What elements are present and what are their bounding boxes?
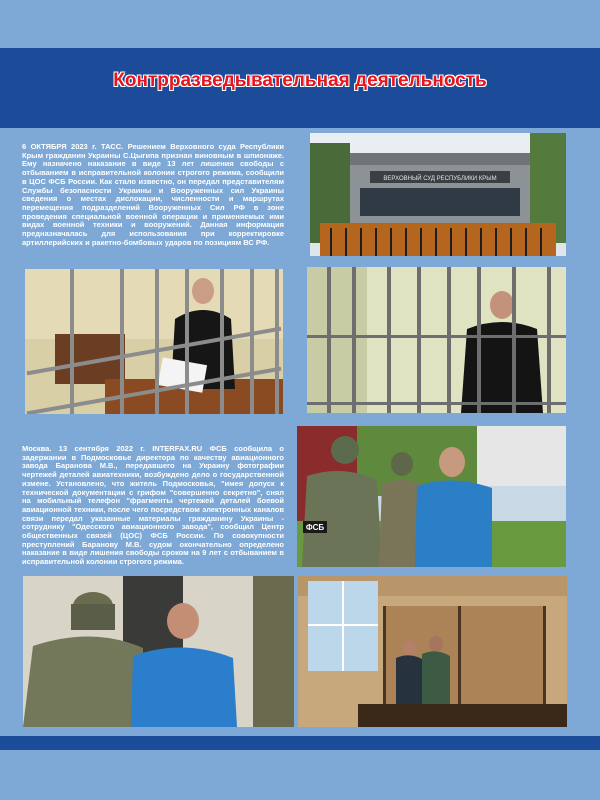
fsb-vest-label: ФСБ: [305, 523, 325, 532]
article-baranov: Москва. 13 сентября 2022 г. INTERFAX.RU ФСБ сообщила о задержании в Подмосковье директора по качеству авиационного завода Баранова М.В., передавшего на Украину фотографии чертежей деталей авиатехники, возбуждено дело о государственной измене. Установлено, что житель Подмосковья, "имея допуск к технической документации с грифом "совершенно секретно", снял на мобильный телефон "фрагменты чертежей деталей боевой авиационной техники, после чего посредством электронных каналов связи передал указанные материалы гражданину Украины - сотруднику "Одесского авиационного завода", сообщил Центр общественных связей (ЦОС) ФСБ России. По совокупности преступлений Баранову М.В. судом окончательно определено наказание в виде лишения свободы сроком на 9 лет с отбыванием в исправительной колонии строгого режима.: [22, 444, 284, 567]
fsb-detention-photo: [297, 426, 566, 567]
courtroom-interior-photo: [298, 576, 567, 727]
article-tsygipa: 6 ОКТЯБРЯ 2023 г. ТАСС. Решением Верховного суда Республики Крым гражданин Украины С.Цыгипа признан виновным в шпионаже. Ему назначено наказание в виде 13 лет лишения свободы с отбыванием в исправительной колонии строгого режима, сообщили в ЦОС ФСБ России. Как стало известно, он передал представителям Службы безопасности Украины и Вооруженных сил Украины сведения о местах дислокации, численности и маршрутах перемещения подразделений Вооруженных Сил РФ в зоне проведения специальной военной операции и применяемых ими видах военной техники и вооружений. Данная информация предназначалась для использования при корректировке артиллерийских и ракетно-бомбовых ударов по позициям ВС РФ.: [22, 142, 284, 247]
detainee-closeup-photo: [23, 576, 294, 727]
page-title: Контрразведывательная деятельность: [113, 70, 487, 91]
courtroom-cage-photo-1: [25, 269, 283, 414]
footer-band: [0, 736, 600, 750]
court-sign-text: ВЕРХОВНЫЙ СУД РЕСПУБЛИКИ КРЫМ: [383, 176, 497, 182]
courtroom-cage-photo-2: [307, 267, 566, 413]
court-building-photo: [310, 133, 566, 256]
